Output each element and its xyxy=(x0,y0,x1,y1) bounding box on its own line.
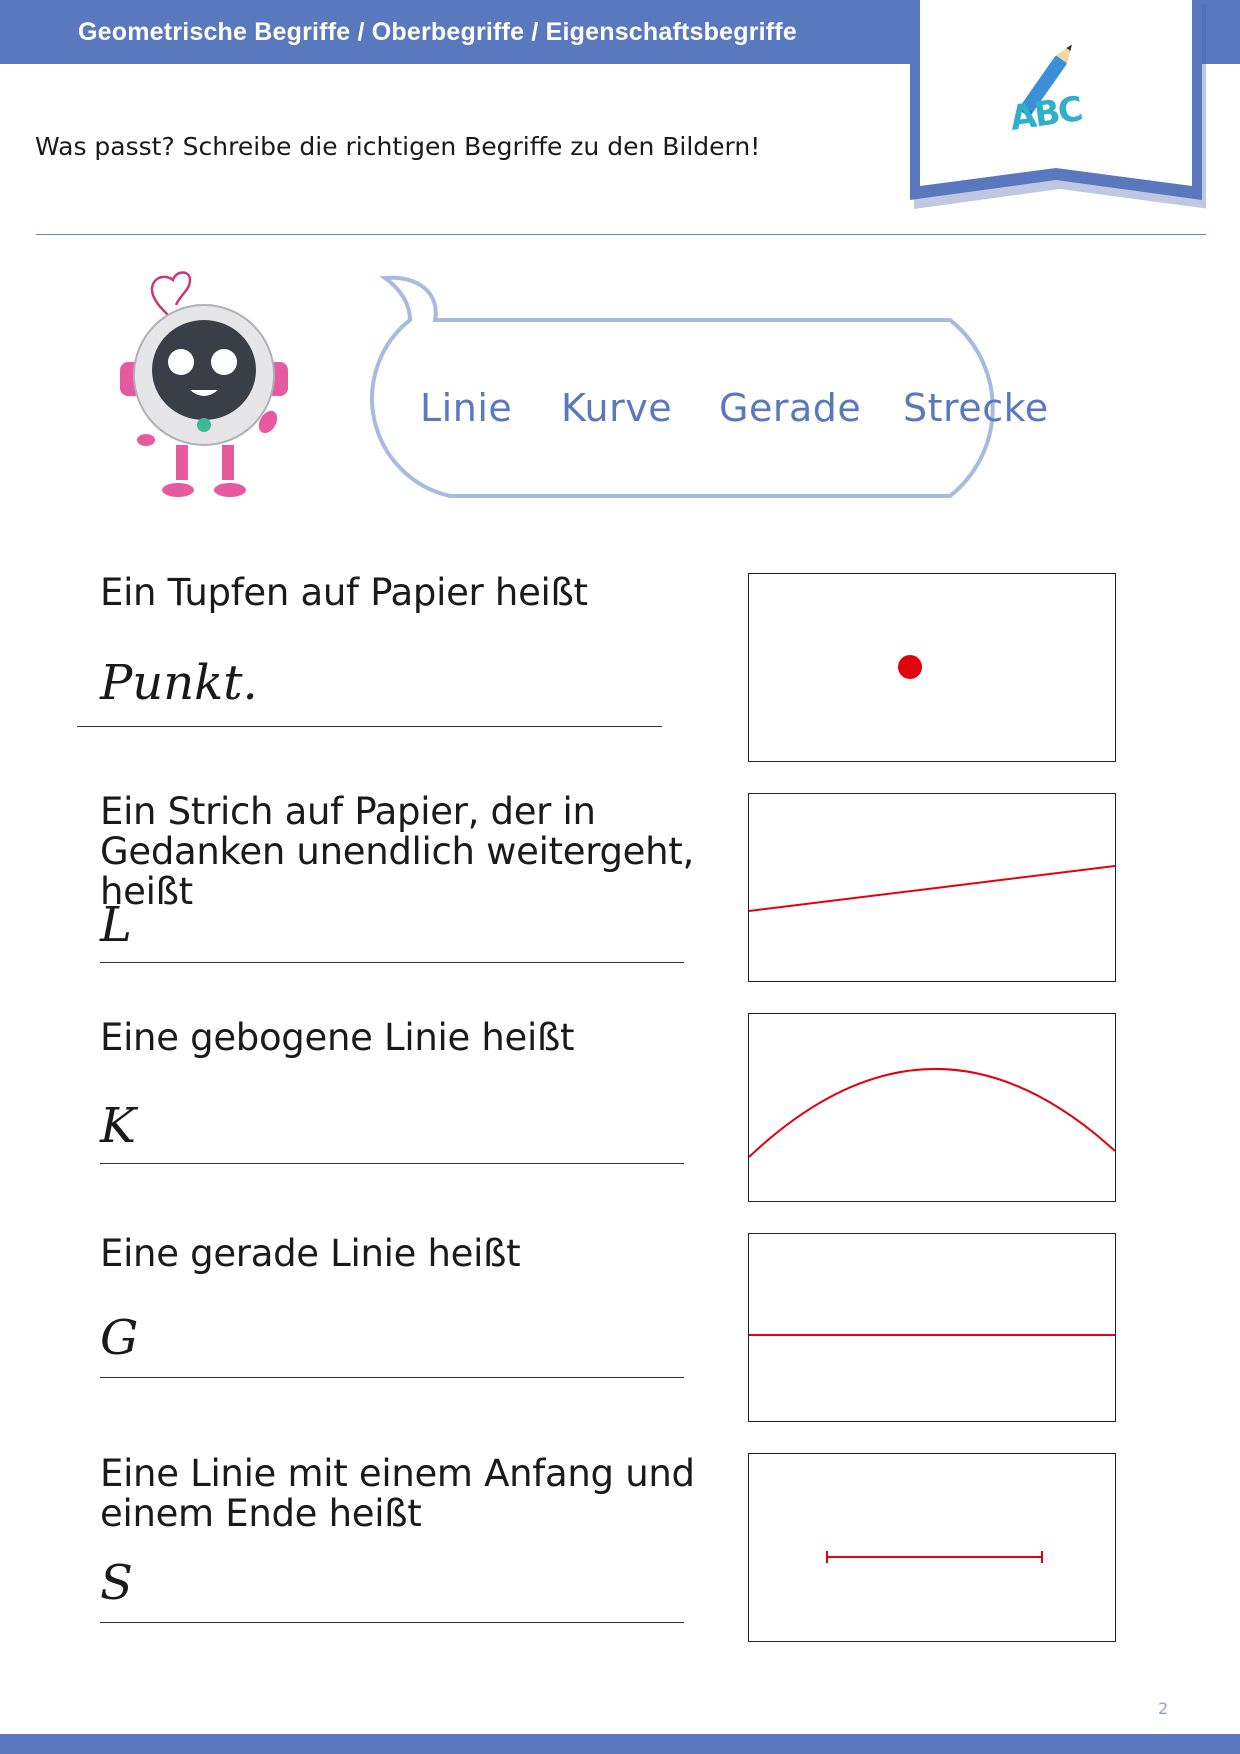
task-answer[interactable]: S xyxy=(100,1555,133,1611)
task-answer[interactable]: L xyxy=(100,897,132,953)
instruction-text: Was passt? Schreibe die richtigen Begriffe zu den Bildern! xyxy=(35,132,761,161)
footer-bar xyxy=(0,1734,1240,1754)
task-question: Ein Tupfen auf Papier heißt xyxy=(100,571,588,614)
answer-line xyxy=(100,1622,684,1623)
word-bank-item: Strecke xyxy=(903,386,1049,430)
figure-line xyxy=(748,793,1116,982)
answer-line xyxy=(77,726,662,727)
task-answer[interactable]: Punkt. xyxy=(100,655,258,711)
task-question: Eine Linie mit einem Anfang und einem Ende heißt xyxy=(100,1452,695,1535)
figure-dot xyxy=(748,573,1116,762)
divider xyxy=(36,234,1206,235)
word-bank-item: Linie xyxy=(420,386,513,430)
page-title: Geometrische Begriffe / Oberbegriffe / Eigenschaftsbegriffe xyxy=(78,18,797,46)
task-question: Eine gerade Linie heißt xyxy=(100,1232,521,1275)
robot-mascot xyxy=(118,250,298,500)
answer-line xyxy=(100,962,684,963)
abc-banner xyxy=(906,0,1206,210)
figure-curve xyxy=(748,1013,1116,1202)
answer-line xyxy=(100,1163,684,1164)
task-question: Eine gebogene Linie heißt xyxy=(100,1016,575,1059)
abc-logo: ABC xyxy=(1007,89,1084,139)
word-bank-item: Kurve xyxy=(561,386,673,430)
figure-segment xyxy=(748,1453,1116,1642)
word-bank-item: Gerade xyxy=(719,386,862,430)
task-answer[interactable]: G xyxy=(100,1310,139,1366)
task-answer[interactable]: K xyxy=(100,1098,136,1154)
task-question: Ein Strich auf Papier, der in Gedanken unendlich weitergeht, heißt xyxy=(100,790,694,913)
answer-line xyxy=(100,1377,684,1378)
page-number: 2 xyxy=(1158,1699,1169,1718)
figure-straight-line xyxy=(748,1233,1116,1422)
